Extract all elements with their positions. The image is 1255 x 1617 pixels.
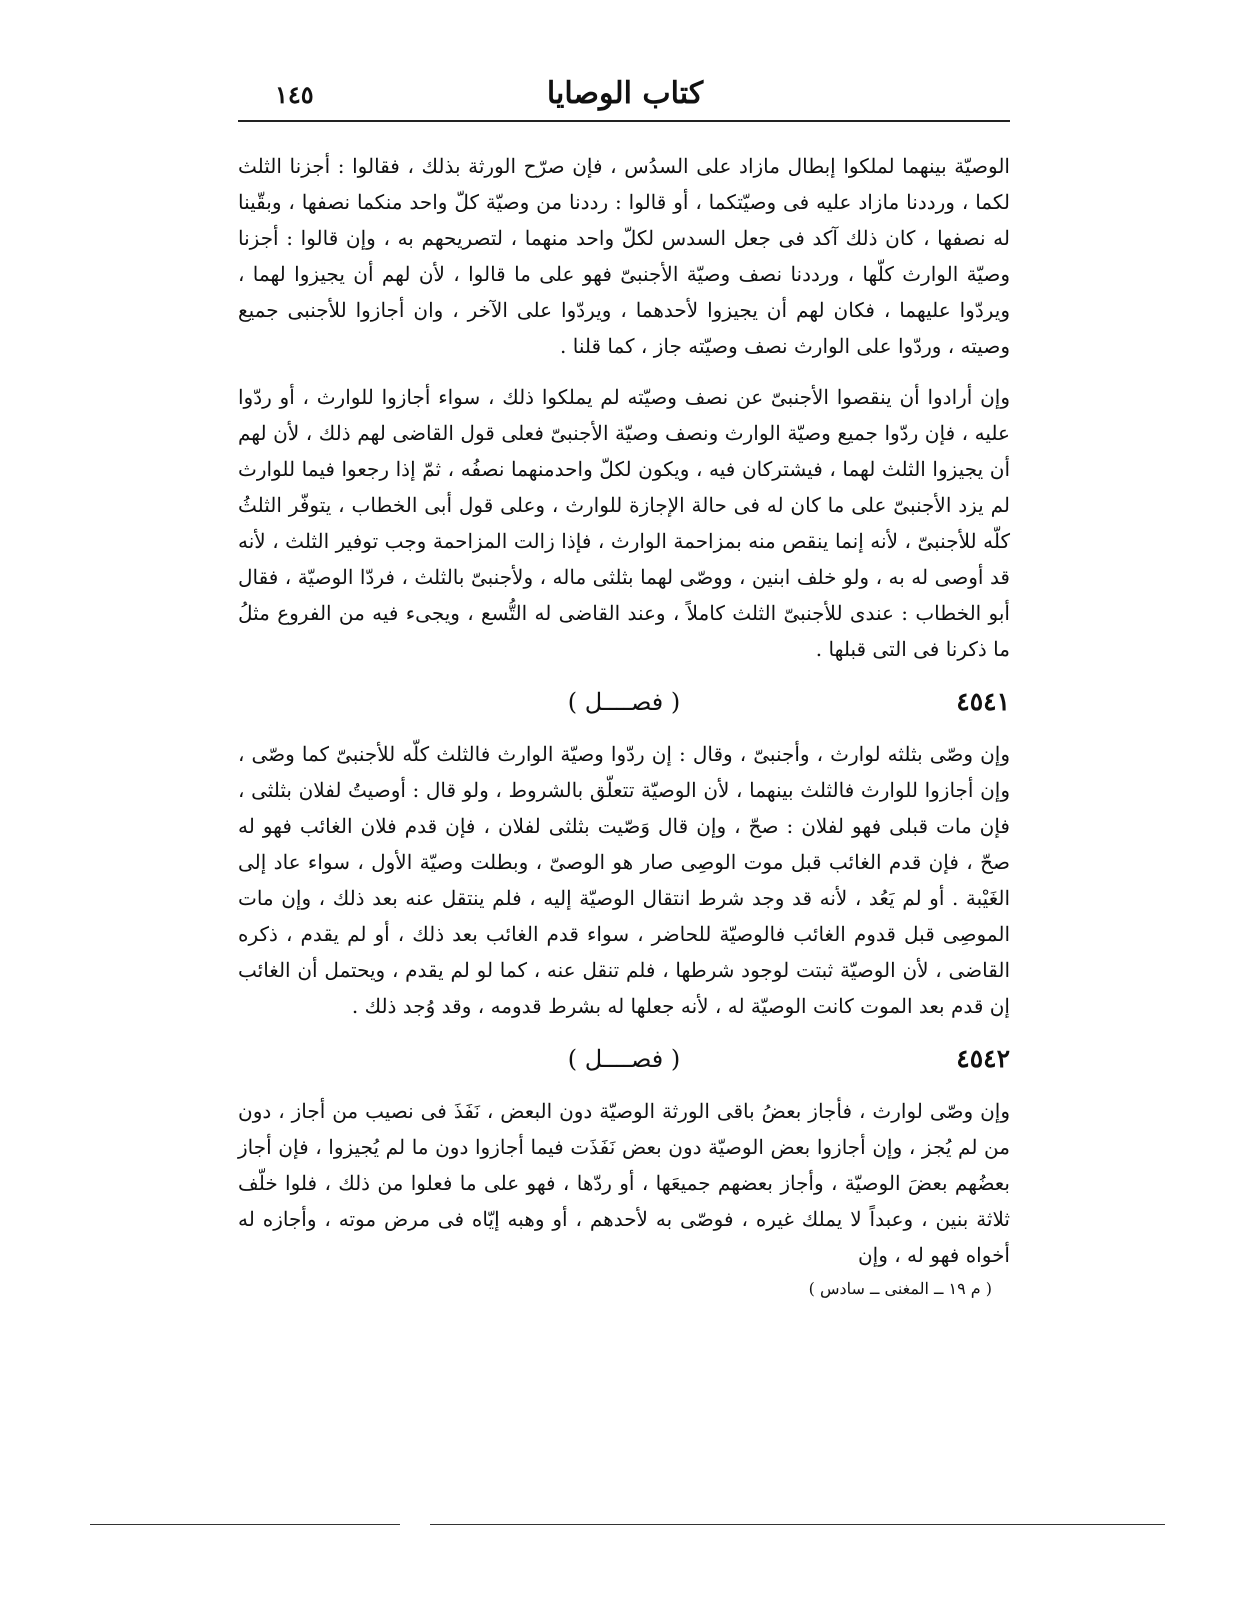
section-label: ( فصــــل ) <box>567 1045 681 1073</box>
section-heading-4541 <box>238 682 1010 726</box>
page-header <box>240 70 1010 118</box>
bottom-rules <box>90 1524 1165 1526</box>
chapter-title: كتاب الوصايا <box>546 76 704 111</box>
section-4542-paragraph: وإن وصّى لوارث ، فأجاز بعضُ باقى الورثة الوصيّة دون البعض ، نَفَذَ فى نصيب من أجاز ، دون من لم يُجز ، وإن أجازوا بعض الوصيّة دون بعض نَفَذَت فيما أجازوا دون ما لم يُجيزوا ، فإن أجاز بعضُهم بعضَ الوصيّة ، وأجاز بعضهم جميعَها ، أو ردّها ، فهو على ما فعلوا من ذلك ، فلوا خلّف ثلاثة بنين ، وعبداً لا يملك غيره ، فوصّى به لأحدهم ، أو وهبه إيّاه فى مرض موته ، وأجازه له أخواه فهو له ، وإن <box>238 1099 1010 1267</box>
bottom-rule-left <box>90 1524 400 1525</box>
paragraph-2: وإن أرادوا أن ينقصوا الأجنبىّ عن نصف وصيّته لم يملكوا ذلك ، سواء أجازوا للوارث ، أو ردّوا عليه ، فإن ردّوا جميع وصيّة الوارث ونصف وصيّة الأجنبىّ فعلى قول القاضى لهم ذلك ، لأن لهم أن يجيزوا الثلث لهما ، فيشتركان فيه ، ويكون لكلّ واحدمنهما نصفُه ، ثمّ إذا رجعوا فيما للوارث لم يزد الأجنبىّ على ما كان له فى حالة الإجازة للوارث ، وعلى قول أبى الخطاب ، يتوفّر الثلثُ كلّه للأجنبىّ ، لأنه إنما ينقص منه بمزاحمة الوارث ، فإذا زالت المزاحمة وجب توفير الثلث ، لأنه قد أوصى له به ، ولو خلف ابنين ، ووصّى لهما بثلثى ماله ، ولأجنبىّ بالثلث ، فردّا الوصيّة ، فقال أبو الخطاب : عندى للأجنبىّ الثلث كاملاً ، وعند القاضى له التُّسع ، ويجىء فيه من الفروع مثلُ ما ذكرنا فى التى قبلها . <box>238 385 1010 661</box>
bottom-rule-right <box>430 1524 1165 1525</box>
footer-signature: ( م ١٩ ــ المغنى ــ سادس ) <box>808 1279 992 1298</box>
page-number: ١٤٥ <box>275 80 314 109</box>
section-label: ( فصــــل ) <box>567 688 681 716</box>
paragraph-1: الوصيّة بينهما لملكوا إبطال مازاد على السدُس ، فإن صرّح الورثة بذلك ، فقالوا : أجزنا الثلث لكما ، ورددنا مازاد عليه فى وصيّتكما ، أو قالوا : رددنا من وصيّة كلّ واحد منكما نصفها ، وبقّينا له نصفها ، كان ذلك آكد فى جعل السدس لكلّ واحد منهما ، لتصريحهم به ، وإن قالوا : أجزنا وصيّة الوارث كلّها ، ورددنا نصف وصيّة الأجنبىّ فهو على ما قالوا ، لأن لهم أن يجيزوا لهما ، ويردّوا عليهما ، فكان لهم أن يجيزوا لأحدهما ، ويردّوا على الآخر ، وان أجازوا للأجنبى جميع وصيته ، وردّوا على الوارث نصف وصيّته جاز ، كما قلنا . <box>238 154 1011 358</box>
main-text <box>238 148 1010 1301</box>
section-number: ٤٥٤١ <box>956 687 1010 716</box>
section-4541-paragraph: وإن وصّى بثلثه لوارث ، وأجنبىّ ، وقال : إن ردّوا وصيّة الوارث فالثلث كلّه للأجنبىّ كما وصّى ، وإن أجازوا للوارث فالثلث بينهما ، لأن الوصيّة تتعلّق بالشروط ، ولو قال : أوصيتُ لفلان بثلثى ، فإن مات قبلى فهو لفلان : صحّ ، وإن قال وَصّيت بثلثى لفلان ، فإن قدم فلان الغائب فهو له صحّ ، فإن قدم الغائب قبل موت الوصِى صار هو الوصىّ ، وبطلت وصيّة الأول ، سواء عاد إلى الغَيْبة . أو لم يَعُد ، لأنه قد وجد شرط انتقال الوصيّة إليه ، فلم ينتقل عنه بعد ذلك ، وإن مات الموصِى قبل قدوم الغائب فالوصيّة للحاضر ، سواء قدم الغائب بعد ذلك ، أو لم يقدم ، ذكره القاضى ، لأن الوصيّة ثبتت لوجود شرطها ، فلم تنقل عنه ، كما لو لم يقدم ، ويحتمل أن الغائب إن قدم بعد الموت كانت الوصيّة له ، لأنه جعلها له بشرط قدومه ، وقد وُجد ذلك . <box>238 742 1010 1018</box>
header-rule <box>238 120 1010 122</box>
section-number: ٤٥٤٢ <box>956 1044 1010 1073</box>
section-heading-4542 <box>238 1039 1010 1083</box>
